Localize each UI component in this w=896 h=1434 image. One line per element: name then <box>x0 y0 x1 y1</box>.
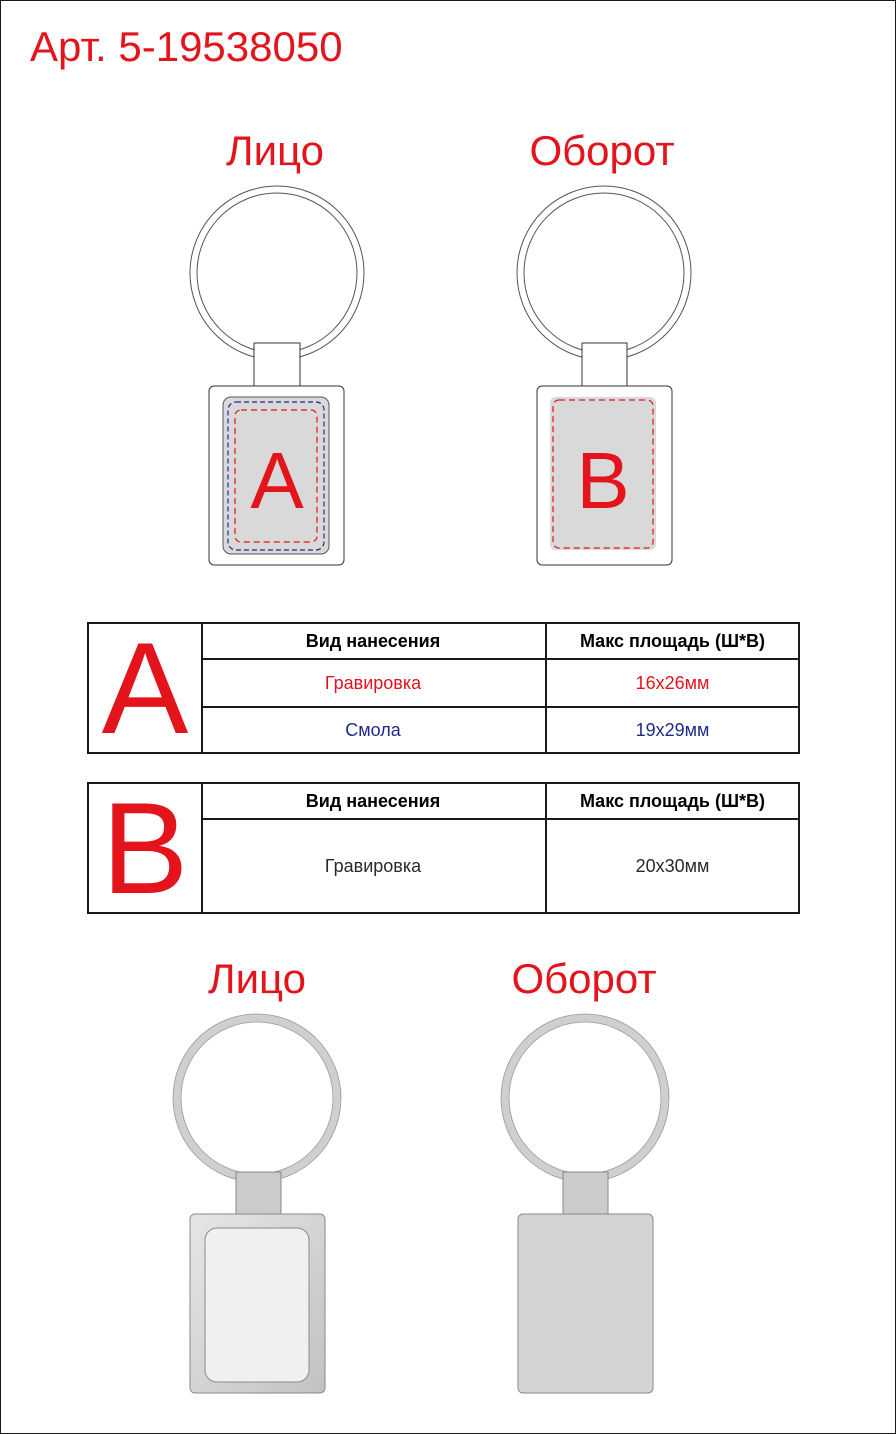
back-keychain-outline <box>517 186 691 565</box>
header-max-area: Макс площадь (Ш*В) <box>579 790 766 811</box>
table-b-header <box>201 784 798 820</box>
outline-drawings <box>0 0 896 600</box>
table-a-header <box>201 624 798 660</box>
method-cell: Смола <box>201 708 547 752</box>
table-a-row-resin <box>201 708 798 752</box>
header-method: Вид нанесения <box>201 784 547 818</box>
article-number: Арт. 5-19538050 <box>30 23 343 70</box>
front-label-top: Лицо <box>226 127 324 174</box>
zone-a-letter: A <box>250 436 304 525</box>
back-label-bottom: Оборот <box>511 955 657 1002</box>
table-a-row-engraving <box>201 660 798 708</box>
size-cell: 16x26мм <box>635 672 710 693</box>
table-b-row-engraving <box>201 820 798 912</box>
size-cell: 19x29мм <box>635 719 710 740</box>
table-b-letter: B <box>89 784 203 912</box>
header-max-area: Макс площадь (Ш*В) <box>579 630 766 651</box>
table-a-letter: A <box>89 624 203 752</box>
size-cell: 20x30мм <box>635 855 710 876</box>
back-label-top: Оборот <box>529 127 675 174</box>
front-label-bottom: Лицо <box>208 955 306 1002</box>
header-method: Вид нанесения <box>201 624 547 658</box>
method-cell: Гравировка <box>201 820 547 912</box>
front-keychain-outline <box>190 186 364 565</box>
zone-b-letter: B <box>576 436 630 525</box>
spec-table-b <box>87 775 800 921</box>
spec-table-a <box>87 615 800 761</box>
method-cell: Гравировка <box>201 660 547 706</box>
